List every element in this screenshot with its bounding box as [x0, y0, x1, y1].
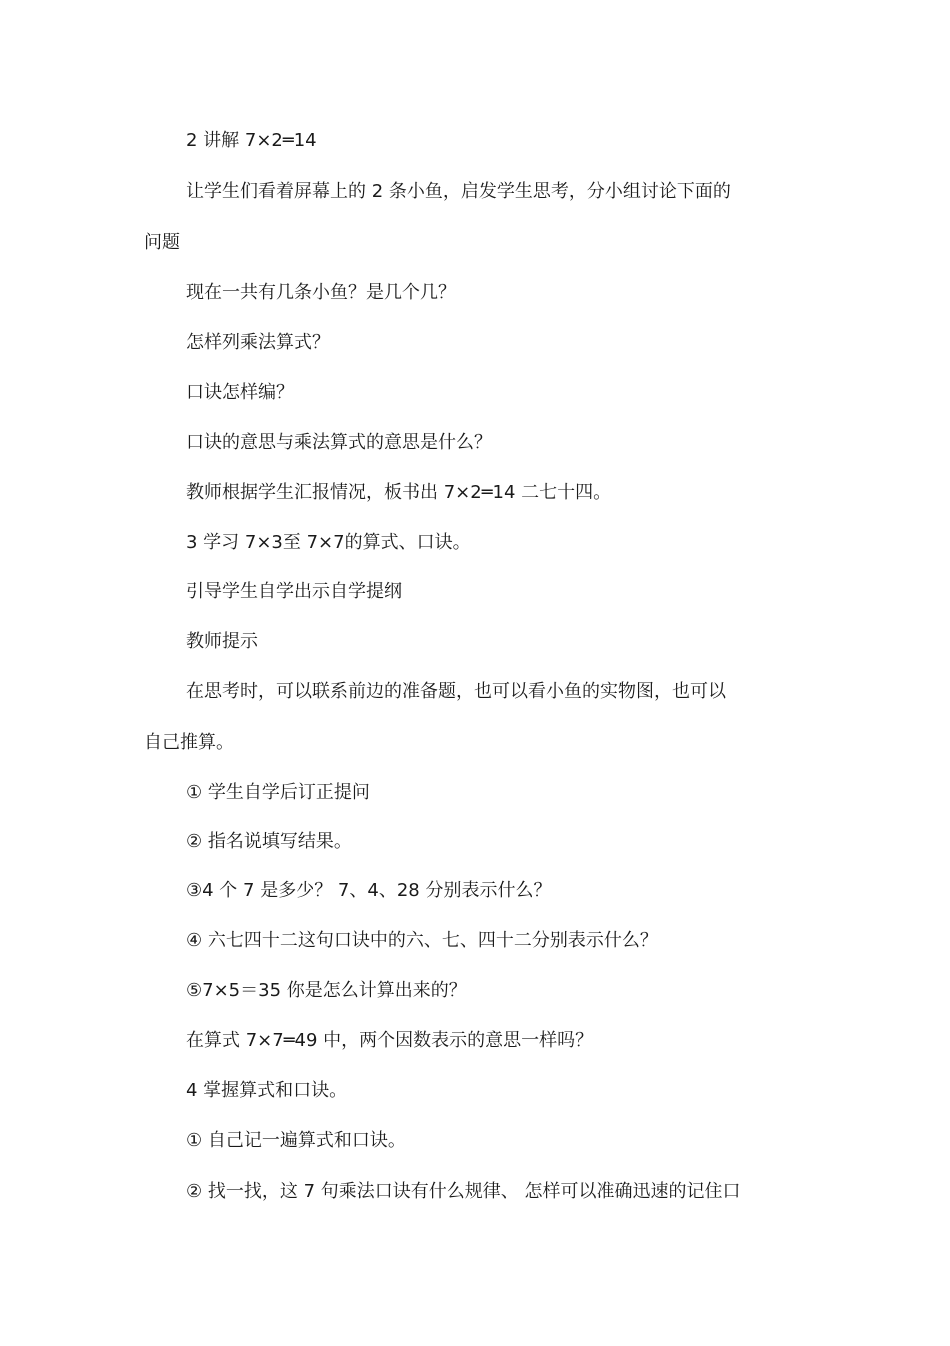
paragraph-line: 自己推算。	[144, 732, 234, 753]
paragraph-line: 教师提示	[186, 631, 258, 652]
list-item: ② 指名说填写结果。	[186, 831, 352, 852]
question-line: 口诀的意思与乘法算式的意思是什么？	[186, 432, 492, 453]
section-heading-4: 4 掌握算式和口诀。	[186, 1080, 348, 1101]
paragraph-line: 问题	[144, 232, 180, 253]
list-item: ③4 个 7 是多少？ 7、4、28 分别表示什么？	[186, 880, 552, 901]
paragraph-line: 让学生们看着屏幕上的 2 条小鱼，启发学生思考，分小组讨论下面的	[186, 181, 731, 202]
list-item: ① 学生自学后订正提问	[186, 782, 370, 803]
question-line: 现在一共有几条小鱼？是几个几？	[186, 282, 456, 303]
paragraph-line: 在思考时，可以联系前边的准备题，也可以看小鱼的实物图，也可以	[186, 681, 726, 702]
section-heading-2: 2 讲解 7×2═14	[186, 130, 317, 151]
question-line: 怎样列乘法算式？	[186, 332, 330, 353]
question-line: 口诀怎样编？	[186, 382, 294, 403]
section-heading-3: 3 学习 7×3至 7×7的算式、口诀。	[186, 532, 471, 553]
list-item: ② 找一找，这 7 句乘法口诀有什么规律、 怎样可以准确迅速的记住口	[186, 1181, 741, 1202]
list-item: ① 自己记一遍算式和口诀。	[186, 1130, 406, 1151]
paragraph-line: 在算式 7×7═49 中，两个因数表示的意思一样吗？	[186, 1030, 594, 1051]
list-item: ⑤7×5＝35 你是怎么计算出来的？	[186, 980, 467, 1001]
list-item: ④ 六七四十二这句口诀中的六、七、四十二分别表示什么？	[186, 930, 658, 951]
paragraph-line: 引导学生自学出示自学提纲	[186, 581, 402, 602]
paragraph-line: 教师根据学生汇报情况，板书出 7×2═14 二七十四。	[186, 482, 612, 503]
